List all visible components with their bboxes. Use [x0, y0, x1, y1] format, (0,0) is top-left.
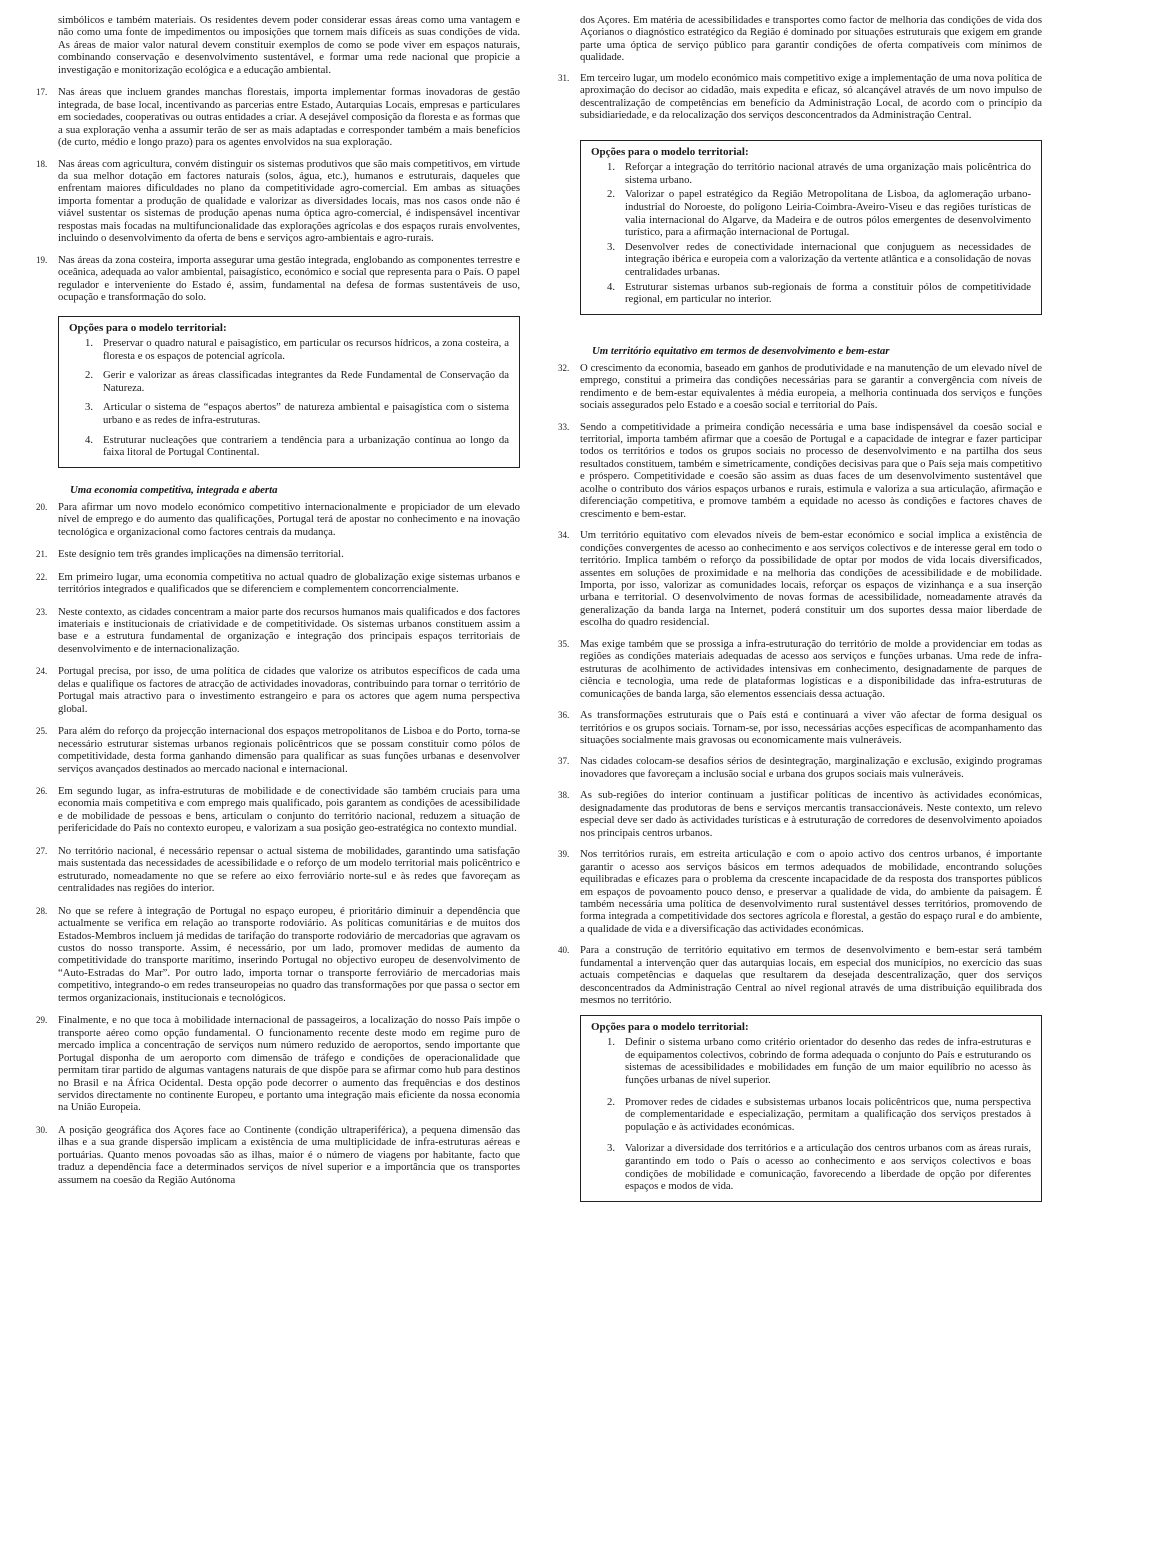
paragraph-text: Para além do reforço da projecção internacional dos espaços metropolitanos de Lisboa e do Porto, torna-se necessário estruturar sistemas urbanos regionais policêntricos que se possam constituir como pólos de competitividade, desta forma ganhando dimensão para qualificar as suas funções urbanas e desenvolver serviços avançados destinados ao mercado nacional e internacional. [58, 725, 520, 775]
paragraph-text: Um território equitativo com elevados níveis de bem-estar económico e social implica a existência de condições convergentes de acesso ao conhecimento e aos serviços colectivos e de interesse geral em todo o território. Implica também o reforço da possibilidade de optar por modos de vida locais diversificados, assentes em soluções de proximidade e na melhoria das condições de acessibilidade e de mobilidade. Importa, por isso, valorizar as comunidades locais, reforçar os espaços de vizinhança e a sua inserção urbana e territorial. O desenvolvimento de novas formas de acessibilidade, nomeadamente através da generalização da banda larga na Internet, poderá constituir um dos suportes dessa maior liberdade de escolha do quadro residencial. [580, 529, 1042, 629]
option-text: Definir o sistema urbano como critério orientador do desenho das redes de infra-estruturas e de equipamentos colectivos, cobrindo de forma adequada o conjunto do País e estruturando os sistemas de acessibilidades e mobilidades em função de um maior equilíbrio no acesso às funções urbanas de nível superior. [625, 1036, 1031, 1086]
paragraph-text: O crescimento da economia, baseado em ganhos de produtividade e na manutenção de um elevado nível de emprego, constitui a primeira das condições necessárias para se garantir a convergência com níveis de rendimento e de bem-estar equivalentes à média europeia, a melhoria continuada dos serviços e funções sociais assegurados pelo Estado e a coesão social e territorial do País. [580, 361, 1042, 412]
paragraph-number: 31. [558, 72, 570, 83]
option-number: 4. [85, 433, 94, 446]
numbered-paragraph [36, 845, 520, 895]
options-box-title: Opções para o modelo territorial: [591, 145, 749, 158]
paragraph-list [558, 72, 1042, 122]
numbered-paragraph [36, 571, 520, 596]
option-number: 2. [85, 369, 94, 382]
paragraph-text: Nas áreas com agricultura, convém distinguir os sistemas produtivos que são mais competitivos, em virtude da sua melhor dotação em factores naturais (solos, água, etc.), humanos e estruturais, daqueles que enfrentam maiores dificuldades no plano da competitividade agro-comercial. Em ambas as situações importa fomentar a produção de qualidade e valorizar as diversidades locais, mas nos casos onde não é viável sustentar os sistemas de produção apenas numa óptica agro-comercial, é indispensável incentivar respostas mais focadas na multifuncionalidade das explorações agrícolas e dos espaços rurais envolventes, incluindo o desenvolvimento da oferta de bens e serviços agro-ambientais e agro-rurais. [58, 157, 520, 245]
paragraph-number: 34. [558, 530, 570, 541]
numbered-paragraph [558, 944, 1042, 1006]
numbered-paragraph [558, 638, 1042, 700]
numbered-paragraph [36, 158, 520, 245]
numbered-paragraph [36, 725, 520, 775]
paragraph-number: 30. [36, 1124, 48, 1135]
paragraph-text: Nas áreas que incluem grandes manchas florestais, importa implementar formas inovadoras de gestão integrada, de base local, incentivando as parcerias entre Estado, Autarquias Locais, empresas e particulares em sociedades, cooperativas ou outras entidades a criar. A desejável composição da floresta e as formas que a sua exploração venha a assumir terão de ser as mais adaptadas e corresponder também a mais benefícios (de curto, médio e longo prazo) para os agentes envolvidos na sua exploração. [58, 86, 520, 149]
option-number: 2. [607, 1095, 616, 1108]
paragraph-text: Portugal precisa, por isso, de uma política de cidades que valorize os atributos específicos de cada uma delas e qualifique os factores de atracção de actividades inovadoras, contribuindo para tornar o território de Portugal mais atractivo para o investimento estrangeiro e para os actores que agem numa perspectiva global. [58, 665, 520, 715]
option-number: 2. [607, 188, 616, 201]
paragraph-number: 40. [558, 945, 570, 956]
numbered-paragraph [36, 785, 520, 835]
paragraph-text: No que se refere à integração de Portugal no espaço europeu, é prioritário diminuir a dependência que actualmente se verifica em relação ao transporte rodoviário. As políticas comunitárias e de muitos dos Estados-Membros incluem já medidas de tarifação do transporte rodoviário de mercadorias que agravam os custos do nosso transporte. Assim, é necessário, por um lado, promover medidas de aumento da competitividade do transporte marítimo, inserindo Portugal no objectivo europeu de desenvolvimento de “Auto-Estradas do Mar”. Por outro lado, importa tornar o transporte ferroviário de mercadorias mais competitivo, integrando-o em redes transeuropeias no quadro das transformações por que passa o sector em termos organizacionais, institucionais e tecnológicos. [58, 904, 520, 1004]
paragraph-text: Neste contexto, as cidades concentram a maior parte dos recursos humanos mais qualificados e dos factores imateriais e institucionais de criatividade e de competitividade. Os sistemas urbanos constituem assim a base e a estrutura fundamental de organização e integração dos principais espaços territoriais de desenvolvimento e de internacionalização. [58, 605, 520, 655]
paragraph-text: Em segundo lugar, as infra-estruturas de mobilidade e de conectividade são também cruciais para uma economia mais competitiva e com emprego mais qualificado, pois garantem as condições de acessibilidade e de mobilidade de pessoas e bens, articulam o conjunto do território nacional, reduzem a situação de perifericidade do País no contexto europeu, e valorizam a sua posição geo-estratégica no contexto mundial. [58, 785, 520, 835]
option-number: 1. [607, 161, 616, 174]
paragraph-number: 24. [36, 666, 48, 677]
section-heading: Um território equitativo em termos de desenvolvimento e bem-estar [592, 344, 890, 357]
paragraph-text: Mas exige também que se prossiga a infra-estruturação do território de molde a providenciar em todas as regiões as condições materiais adequadas de acesso aos serviços e funções urbanas. Uma rede de infra-estruturas de acolhimento de actividades intensivas em conhecimento, designadamente de parques de ciência e tecnologia, uma rede de plataformas logísticas e a disponibilidade das infra-estruturas de comunicações de banda larga, são elementos essenciais dessa actuação. [580, 637, 1042, 700]
paragraph-text: Nas áreas da zona costeira, importa assegurar uma gestão integrada, englobando as componentes terrestre e oceânica, adequada ao valor ambiental, paisagístico, económico e social que representa para o País. O papel regulador e interveniente do Estado é, assim, fundamental na defesa de formas sustentáveis de uso, ocupação e transformação do solo. [58, 253, 520, 304]
paragraph-number: 32. [558, 362, 570, 373]
paragraph-number: 23. [36, 606, 48, 617]
option-item [591, 1142, 1031, 1192]
paragraph-number: 37. [558, 756, 570, 767]
numbered-paragraph [558, 529, 1042, 629]
paragraph-number: 27. [36, 845, 48, 856]
paragraph-number: 28. [36, 905, 48, 916]
options-list [591, 1036, 1031, 1193]
option-item [591, 1096, 1031, 1134]
numbered-paragraph [558, 848, 1042, 935]
option-number: 3. [85, 401, 94, 414]
option-number: 3. [607, 240, 616, 253]
paragraph-continuation: simbólicos e também materiais. Os residentes devem poder considerar essas áreas como uma vantagem e não como uma fonte de impedimentos ou imposições que tornem mais difíceis as suas condições de vida. As áreas de maior valor natural devem constituir exemplos de como se pode viver em espaços naturais, combinando conservação e desenvolvimento sustentável, e formar uma rede nacional que propicie a investigação e monitorização ecológica e a educação ambiental. [58, 14, 520, 76]
paragraph-text: Este desígnio tem três grandes implicações na dimensão territorial. [58, 548, 344, 561]
paragraph-text: No território nacional, é necessário repensar o actual sistema de mobilidades, garantindo uma satisfação mais sustentada das necessidades de acessibilidade e o reforço de um modelo territorial mais policêntrico e estruturado, nomeadamente no que se refere ao eixo ferroviário norte-sul e às redes que favoreçam as centralidades nas regiões do interior. [58, 844, 520, 895]
paragraph-number: 39. [558, 849, 570, 860]
paragraph-text: Nas cidades colocam-se desafios sérios de desintegração, marginalização e exclusão, exigindo programas inovadores que favoreçam a inclusão social e urbana dos grupos sociais mais vulneráveis. [580, 755, 1042, 780]
paragraph-list [558, 362, 1042, 1007]
options-box [58, 316, 520, 468]
numbered-paragraph [36, 606, 520, 656]
options-box-title: Opções para o modelo territorial: [591, 1020, 749, 1033]
paragraph-text: Em terceiro lugar, um modelo económico mais competitivo exige a implementação de uma nova política de aproximação do decisor ao cidadão, mais expedita e eficaz, só alcançável através de um novo impulso de descentralização de competências em benefício da Administração Local, de acordo com o princípio da subsidiariedade, e da relocalização dos serviços desconcentrados da Administração Central. [580, 71, 1042, 122]
numbered-paragraph [36, 254, 520, 304]
numbered-paragraph [558, 72, 1042, 122]
options-list [69, 337, 509, 459]
options-list [591, 161, 1031, 306]
numbered-paragraph [36, 548, 520, 560]
section-heading: Uma economia competitiva, integrada e aberta [70, 483, 278, 496]
left-column [36, 14, 520, 1186]
options-box-title: Opções para o modelo territorial: [69, 321, 227, 334]
paragraph-number: 29. [36, 1015, 48, 1026]
option-item [69, 369, 509, 394]
numbered-paragraph [36, 1124, 520, 1186]
option-number: 3. [607, 1142, 616, 1155]
option-text: Valorizar o papel estratégico da Região Metropolitana de Lisboa, da aglomeração urbano-industrial do Noroeste, do polígono Leiria-Coimbra-Aveiro-Viseu e das regiões turísticas de valia internacional do Algarve, da Madeira e de outros pólos emergentes de desenvolvimento turístico, para a afirmação internacional de Portugal. [625, 188, 1031, 239]
paragraph-number: 22. [36, 571, 48, 582]
numbered-paragraph [558, 421, 1042, 521]
paragraph-list [36, 86, 520, 303]
numbered-paragraph [558, 755, 1042, 780]
paragraph-number: 17. [36, 87, 48, 98]
paragraph-number: 20. [36, 501, 48, 512]
numbered-paragraph [36, 501, 520, 538]
paragraph-text: Em primeiro lugar, uma economia competitiva no actual quadro de globalização exige sistemas urbanos e territórios integrados e qualificados que se diferenciem e complementem concorrencialmente. [58, 570, 520, 596]
paragraph-text: Para a construção de território equitativo em termos de desenvolvimento e bem-estar será também fundamental a intervenção quer das autarquias locais, em especial dos municípios, no exercício das suas actuais competências e daquelas que resultarem da desejada descentralização, quer dos serviços desconcentrados da Administração Central ao nível regional através de uma distribuição equilibrada dos mesmos no território. [580, 944, 1042, 1007]
numbered-paragraph [558, 789, 1042, 839]
options-box [580, 140, 1042, 315]
paragraph-number: 26. [36, 786, 48, 797]
numbered-paragraph [36, 86, 520, 148]
paragraph-text: Sendo a competitividade a primeira condição necessária e uma base indispensável da coesão social e territorial, importa também afirmar que a coesão de Portugal e a capacidade de integrar e fazer participar todos os territórios e todos os grupos sociais no processo de desenvolvimento e na partilha dos seus resultados constituem, também e simetricamente, condições decisivas para que o País seja mais competitivo e próspero. Competitividade e coesão são assim as duas faces de um desenvolvimento sustentável que acolhe o contributo dos vários espaços urbanos e rurais, estimula e valoriza a sua articulação, afirmação e diferenciação competitiva, e promove também a equidade no acesso às condições e factores chaves de crescimento e bem-estar. [580, 420, 1042, 520]
option-item [591, 241, 1031, 279]
option-item [591, 188, 1031, 238]
option-text: Reforçar a integração do território nacional através de uma organização mais policêntrica do sistema urbano. [625, 161, 1031, 186]
paragraph-number: 19. [36, 254, 48, 265]
paragraph-number: 38. [558, 790, 570, 801]
option-text: Preservar o quadro natural e paisagístico, em particular os recursos hídricos, a zona costeira, a floresta e os espaços de potencial agrícola. [103, 337, 509, 362]
numbered-paragraph [36, 1014, 520, 1114]
option-number: 1. [607, 1036, 616, 1049]
option-text: Estruturar sistemas urbanos sub-regionais de forma a constituir pólos de competitividade regional, em particular no interior. [625, 280, 1031, 306]
option-number: 4. [607, 280, 616, 293]
options-box [580, 1015, 1042, 1202]
option-text: Articular o sistema de “espaços abertos” de natureza ambiental e paisagística com o sistema urbano e as redes de infra-estruturas. [103, 401, 509, 427]
paragraph-number: 33. [558, 421, 570, 432]
option-item [591, 1036, 1031, 1086]
numbered-paragraph [558, 362, 1042, 412]
paragraph-number: 35. [558, 638, 570, 649]
numbered-paragraph [36, 665, 520, 715]
option-text: Valorizar a diversidade dos territórios e a articulação dos centros urbanos com as áreas rurais, garantindo em todo o País o acesso ao conhecimento e aos serviços colectivos e boas condições de mobilidade e comunicação, favorecendo a liberdade de opção por diferentes espaços e modos de vida. [625, 1142, 1031, 1193]
paragraph-text: A posição geográfica dos Açores face ao Continente (condição ultraperiférica), a pequena dimensão das ilhas e a sua grande dispersão implicam a existência de uma multiplicidade de infra-estruturas aéreas e portuárias. Quanto menos povoadas são as ilhas, maior é o número de viagens por habitante, facto que traduz a dependência face a determinados serviços de nível superior e a importância que os transportes assumem na coesão da Região Autónoma [58, 1123, 520, 1186]
option-text: Gerir e valorizar as áreas classificadas integrantes da Rede Fundamental de Conservação da Natureza. [103, 369, 509, 394]
option-item [69, 401, 509, 426]
paragraph-text: Para afirmar um novo modelo económico competitivo internacionalmente e propiciador de um elevado nível de emprego e do aumento das qualificações, Portugal terá de apostar no conhecimento e na inovação tecnológica e organizacional como factores centrais da mudança. [58, 500, 520, 538]
paragraph-continuation: dos Açores. Em matéria de acessibilidades e transportes como factor de melhoria das condições de vida dos Açorianos o diagnóstico estratégico da Região é dominado por situações estruturais que exigem em grande parte uma óptica de serviço público para garantir condições de oferta compatíveis com mínimos de qualidade. [580, 14, 1042, 64]
option-item [591, 161, 1031, 186]
paragraph-text: As sub-regiões do interior continuam a justificar políticas de incentivo às actividades económicas, designadamente das produtoras de bens e serviços mercantis transaccionáveis. Neste contexto, um relevo especial deve ser dado às actividades turísticas e à estruturação de corredores de desenvolvimento apoiados nos principais centros urbanos. [580, 789, 1042, 839]
right-column [558, 14, 1042, 1202]
option-item [69, 337, 509, 362]
option-item [591, 281, 1031, 306]
paragraph-text: As transformações estruturais que o País está e continuará a viver vão afectar de forma desigual os territórios e os grupos sociais. Tornam-se, por isso, necessárias acções específicas de acompanhamento das situações socialmente mais gravosas ou economicamente mais vulneráveis. [580, 709, 1042, 746]
paragraph-number: 36. [558, 710, 570, 721]
paragraph-number: 18. [36, 158, 48, 169]
paragraph-text: Finalmente, e no que toca à mobilidade internacional de passageiros, a localização do nosso País impõe o transporte aéreo como opção fundamental. O funcionamento recente deste modo em regime puro de mercado implica a concentração de serviços num número reduzido de aeroportos, sendo importante que Portugal disponha de um aeroporto com dimensão de tráfego e condições de operacionalidade que permitam tirar partido de algumas vantagens naturais de que dispõe para se afirmar como hub para destinos no Brasil e na África Ocidental. Desta opção pode decorrer o aumento das frequências e dos destinos servidos directamente no continente Europeu, e portanto uma integração mais eficiente da nossa economia na União Europeia. [58, 1014, 520, 1114]
option-text: Desenvolver redes de conectividade internacional que conjuguem as necessidades de integração ibérica e europeia com a valorização da vertente atlântica e a consolidação de novas centralidades urbanas. [625, 240, 1031, 278]
paragraph-number: 21. [36, 549, 48, 560]
option-item [69, 434, 509, 459]
paragraph-list [36, 501, 520, 1186]
option-number: 1. [85, 337, 94, 350]
paragraph-text: Nos territórios rurais, em estreita articulação e com o apoio activo dos centros urbanos, é importante garantir o acesso aos serviços básicos em termos adequados de mobilidade, encontrando soluções equilibradas e eficazes para o problema da crescente incapacidade de da resposta dos transportes públicos em espaços de povoamento pouco denso, e preservar a qualidade de vida, do ambiente da paisagem. É também necessária uma política de desenvolvimento rural sustentável desses territórios, promovendo de forma integrada a competitividade dos sectores agrícola e florestal, a gestão do espaço rural e do ambiente, a qualidade de vida e a diversificação das actividades económicas. [580, 848, 1042, 935]
option-text: Estruturar nucleações que contrariem a tendência para a urbanização contínua ao longo da faixa litoral de Portugal Continental. [103, 433, 509, 459]
paragraph-number: 25. [36, 726, 48, 737]
numbered-paragraph [558, 709, 1042, 746]
option-text: Promover redes de cidades e subsistemas urbanos locais policêntricos que, numa perspectiva de complementaridade e especialização, permitam a qualificação dos serviços prestados à população e às actividades económicas. [625, 1095, 1031, 1133]
numbered-paragraph [36, 905, 520, 1005]
